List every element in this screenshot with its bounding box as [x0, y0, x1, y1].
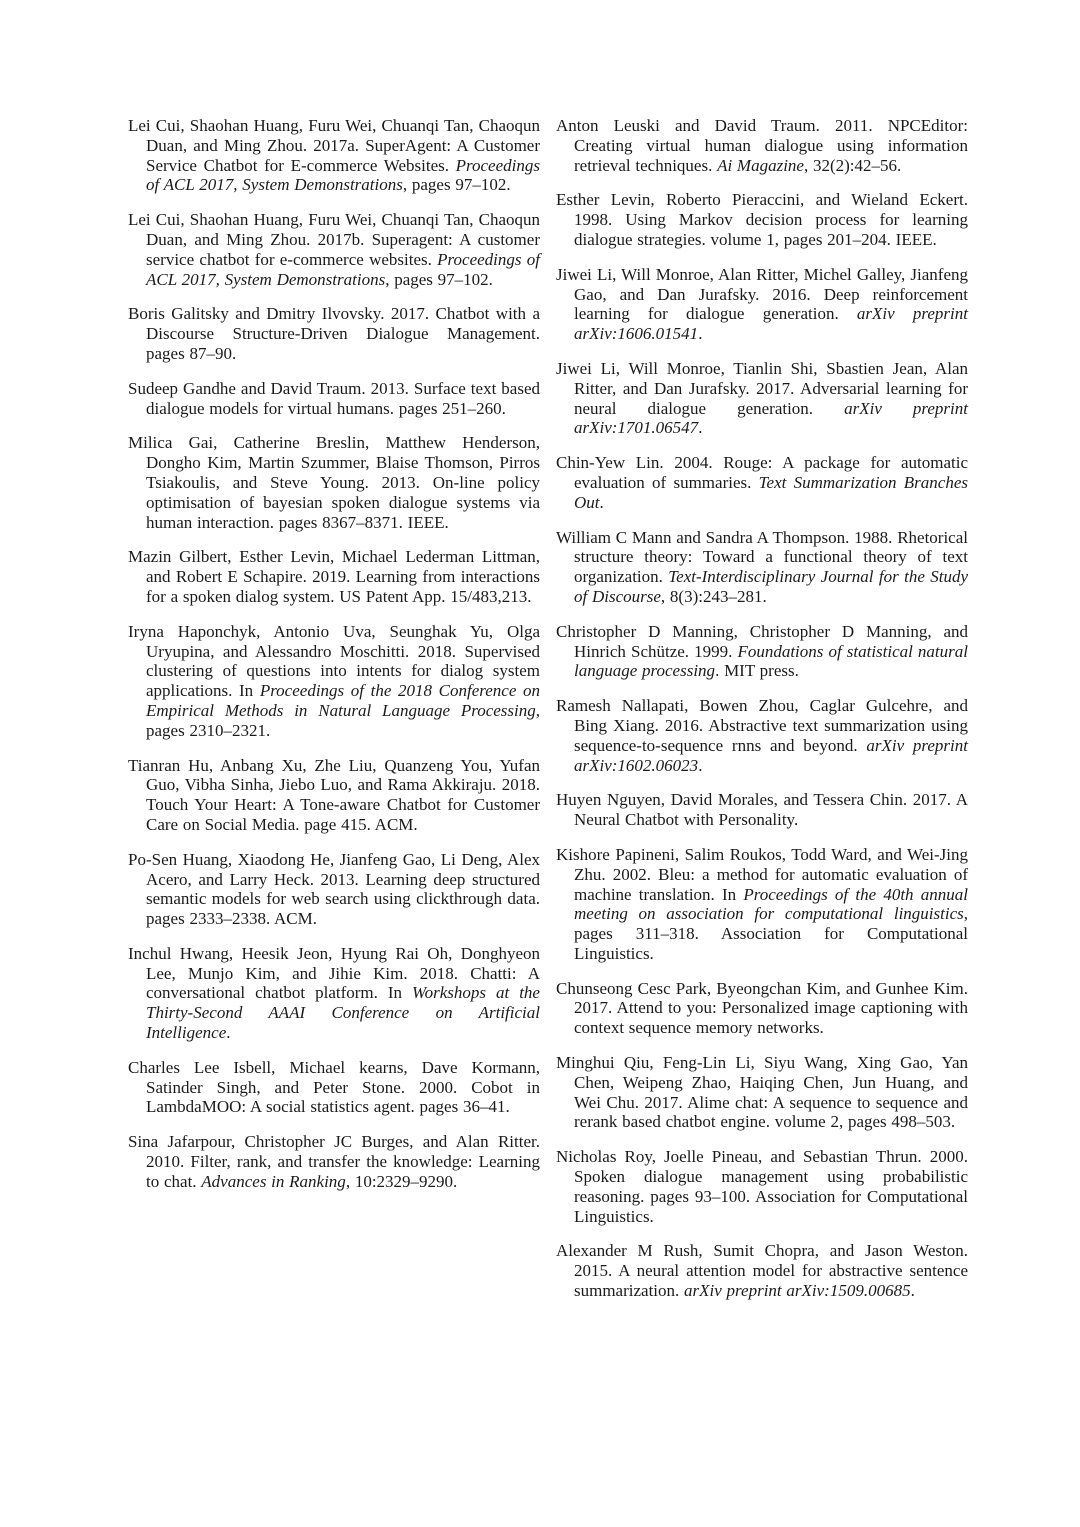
reference-entry [128, 756, 540, 835]
reference-entry [556, 359, 968, 438]
reference-text: Minghui Qiu, Feng-Lin Li, Siyu Wang, Xing Gao, Yan Chen, Weipeng Zhao, Haiqing Chen, Jun Huang, and Wei Chu. 2017. Alime chat: A sequence to sequence and rerank based chatbot engine. volume 2, pages 498–503. [556, 1053, 968, 1132]
reference-entry [556, 845, 968, 964]
reference-venue-text: Workshops at the Thirty-Second AAAI Conference on Artificial Intelligence [146, 983, 540, 1043]
reference-text: Lei Cui, Shaohan Huang, Furu Wei, Chuanqi Tan, Chaoqun Duan, and Ming Zhou. 2017b. Superagent: A customer service chatbot for e-commerce websites. [128, 210, 540, 269]
reference-text: Sina Jafarpour, Christopher JC Burges, and Alan Ritter. 2010. Filter, rank, and transfer the knowledge: Learning to chat. [128, 1132, 540, 1191]
reference-text: Inchul Hwang, Heesik Jeon, Hyung Rai Oh, Donghyeon Lee, Munjo Kim, and Jihie Kim. 2018. Chatti: A conversational chatbot platform. In [128, 943, 540, 1003]
reference-venue-text: Text Summarization Branches Out [574, 472, 968, 512]
reference-venue-text: Ai Magazine [717, 155, 804, 175]
references-left-column [128, 116, 540, 1316]
reference-text: Sudeep Gandhe and David Traum. 2013. Surface text based dialogue models for virtual humans. pages 251–260. [128, 378, 540, 418]
reference-venue-text: arXiv preprint arXiv:1509.00685 [684, 1281, 911, 1301]
reference-text: Jiwei Li, Will Monroe, Tianlin Shi, Sbastien Jean, Alan Ritter, and Dan Jurafsky. 2017. Adversarial learning for neural dialogue generation. [556, 358, 968, 418]
reference-venue-text: Foundations of statistical natural language processing [574, 641, 968, 681]
reference-entry [128, 379, 540, 419]
reference-text: Huyen Nguyen, David Morales, and Tessera Chin. 2017. A Neural Chatbot with Personality. [556, 790, 968, 830]
reference-text: Nicholas Roy, Joelle Pineau, and Sebastian Thrun. 2000. Spoken dialogue management using probabilistic reasoning. pages 93–100. Association for Computational Linguistics. [556, 1147, 968, 1226]
reference-entry [556, 1053, 968, 1132]
reference-entry [556, 116, 968, 175]
reference-text: Anton Leuski and David Traum. 2011. NPCEditor: Creating virtual human dialogue using information retrieval techniques. [556, 116, 968, 175]
reference-entry [128, 116, 540, 195]
reference-venue-text: arXiv preprint arXiv:1701.06547 [574, 398, 968, 438]
reference-entry [556, 622, 968, 681]
reference-text: Ramesh Nallapati, Bowen Zhou, Caglar Gulcehre, and Bing Xiang. 2016. Abstractive text summarization using sequence-to-sequence rnns and beyond. [556, 696, 968, 755]
reference-entry [128, 1058, 540, 1117]
reference-text: , pages 2310–2321. [146, 700, 540, 740]
reference-text: Christopher D Manning, Christopher D Manning, and Hinrich Schütze. 1999. [556, 621, 968, 661]
reference-text: , 10:2329–9290. [345, 1171, 458, 1191]
references-section [128, 116, 968, 1316]
reference-text: Chunseong Cesc Park, Byeongchan Kim, and Gunhee Kim. 2017. Attend to you: Personalized image captioning with context sequence memory networks. [556, 978, 968, 1038]
reference-text: Iryna Haponchyk, Antonio Uva, Seunghak Yu, Olga Uryupina, and Alessandro Moschitti. 2018. Supervised clustering of questions into intents for dialog system applications. In [128, 621, 540, 701]
reference-venue-text: Proceedings of ACL 2017, System Demonstrations [146, 155, 540, 195]
reference-text: , 32(2):42–56. [803, 155, 902, 175]
reference-venue-text: arXiv preprint arXiv:1602.06023 [574, 735, 968, 775]
reference-text: William C Mann and Sandra A Thompson. 1988. Rhetorical structure theory: Toward a functional theory of text organization. [556, 527, 968, 587]
reference-venue-text: Text-Interdisciplinary Journal for the Study of Discourse [574, 567, 968, 606]
reference-text: , pages 97–102. [385, 269, 493, 289]
reference-text: Kishore Papineni, Salim Roukos, Todd Ward, and Wei-Jing Zhu. 2002. Bleu: a method for automatic evaluation of machine translation. In [556, 844, 968, 904]
reference-entry [128, 850, 540, 929]
reference-entry [128, 1132, 540, 1191]
reference-text: Po-Sen Huang, Xiaodong He, Jianfeng Gao, Li Deng, Alex Acero, and Larry Heck. 2013. Learning deep structured semantic models for web search using clickthrough data. pages 2333–2338. ACM. [128, 849, 540, 929]
reference-text: Milica Gai, Catherine Breslin, Matthew Henderson, Dongho Kim, Martin Szummer, Blaise Thomson, Pirros Tsiakoulis, and Steve Young. 2013. On-line policy optimisation of bayesian spoken dialogue systems via human interaction. pages 8367–8371. IEEE. [128, 433, 540, 532]
reference-entry [128, 944, 540, 1043]
reference-text: Mazin Gilbert, Esther Levin, Michael Lederman Littman, and Robert E Schapire. 2019. Learning from interactions for a spoken dialog system. US Patent App. 15/483,213. [128, 547, 540, 606]
reference-entry [128, 304, 540, 363]
reference-text: Tianran Hu, Anbang Xu, Zhe Liu, Quanzeng You, Yufan Guo, Vibha Sinha, Jiebo Luo, and Rama Akkiraju. 2018. Touch Your Heart: A Tone-aware Chatbot for Customer Care on Social Media. page 415. ACM. [128, 755, 540, 834]
reference-venue-text: arXiv preprint arXiv:1606.01541 [574, 304, 968, 344]
reference-venue-text: Proceedings of the 40th annual meeting on association for computational linguistics [574, 884, 968, 924]
reference-entry [556, 528, 968, 607]
reference-entry [556, 979, 968, 1038]
reference-entry [556, 1147, 968, 1226]
reference-text: . [226, 1023, 231, 1043]
reference-text: . [698, 324, 703, 344]
reference-entry [128, 547, 540, 606]
reference-text: Boris Galitsky and Dmitry Ilvovsky. 2017. Chatbot with a Discourse Structure-Driven Dialogue Management. pages 87–90. [128, 304, 540, 363]
reference-text: Chin-Yew Lin. 2004. Rouge: A package for automatic evaluation of summaries. [556, 453, 968, 492]
reference-text: . [698, 418, 703, 438]
reference-entry [556, 453, 968, 512]
reference-entry [556, 190, 968, 249]
references-right-column [556, 116, 968, 1316]
reference-entry [128, 210, 540, 289]
reference-text: . [910, 1281, 915, 1301]
reference-text: Jiwei Li, Will Monroe, Alan Ritter, Michel Galley, Jianfeng Gao, and Dan Jurafsky. 2016. Deep reinforcement learning for dialogue generation. [556, 264, 968, 324]
reference-text: . MIT press. [715, 661, 799, 681]
reference-text: , pages 97–102. [402, 175, 511, 195]
reference-entry [128, 433, 540, 532]
reference-text: , 8(3):243–281. [660, 586, 767, 606]
reference-text: . [599, 492, 604, 512]
reference-entry [556, 265, 968, 344]
reference-venue-text: Advances in Ranking [201, 1171, 346, 1191]
reference-text: Esther Levin, Roberto Pieraccini, and Wieland Eckert. 1998. Using Markov decision process for learning dialogue strategies. volume 1, pages 201–204. IEEE. [556, 190, 968, 249]
reference-text: . [698, 755, 703, 775]
reference-text: Alexander M Rush, Sumit Chopra, and Jason Weston. 2015. A neural attention model for abstractive sentence summarization. [556, 1241, 968, 1301]
reference-text: Charles Lee Isbell, Michael kearns, Dave Kormann, Satinder Singh, and Peter Stone. 2000. Cobot in LambdaMOO: A social statistics agent. pages 36–41. [128, 1057, 540, 1117]
reference-text: , pages 311–318. Association for Computational Linguistics. [574, 904, 968, 963]
reference-text: Lei Cui, Shaohan Huang, Furu Wei, Chuanqi Tan, Chaoqun Duan, and Ming Zhou. 2017a. SuperAgent: A Customer Service Chatbot for E-commerce Websites. [128, 116, 540, 175]
reference-entry [556, 696, 968, 775]
reference-entry [556, 790, 968, 830]
reference-entry [128, 622, 540, 741]
reference-venue-text: Proceedings of the 2018 Conference on Empirical Methods in Natural Language Processing [146, 681, 540, 720]
reference-entry [556, 1241, 968, 1300]
reference-venue-text: Proceedings of ACL 2017, System Demonstrations [146, 249, 540, 289]
